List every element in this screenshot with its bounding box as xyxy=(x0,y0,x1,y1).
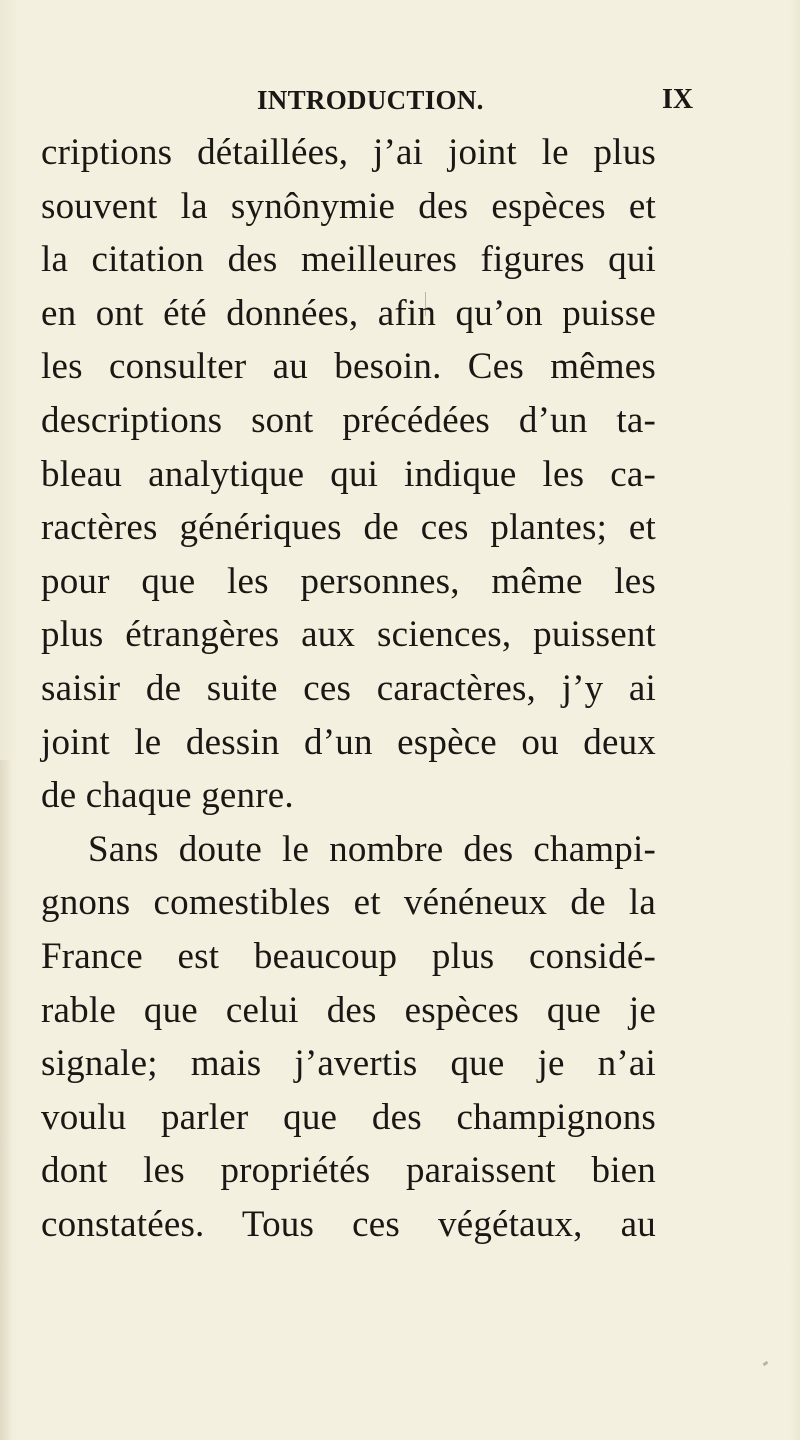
running-title: INTRODUCTION. xyxy=(257,85,484,115)
text-line: souvent la synônymie des espèces et xyxy=(41,185,656,227)
page-header xyxy=(257,82,694,118)
page-number: IX xyxy=(662,84,694,115)
text-line: rable que celui des espèces que je xyxy=(41,989,656,1031)
text-line: plus étrangères aux sciences, puissent xyxy=(41,614,656,656)
text-line: la citation des meilleures figures qui xyxy=(41,239,656,281)
text-line: les consulter au besoin. Ces mêmes xyxy=(41,346,656,388)
text-line: saisir de suite ces caractères, j’y ai xyxy=(41,667,656,709)
text-line: joint le dessin d’un espèce ou deux xyxy=(41,721,656,763)
text-line: voulu parler que des champignons xyxy=(41,1096,656,1138)
text-line: de chaque genre. xyxy=(41,775,294,817)
text-line: signale; mais j’avertis que je n’ai xyxy=(41,1043,656,1085)
paper-mark xyxy=(425,292,426,316)
text-line: criptions détaillées, j’ai joint le plus xyxy=(41,132,656,173)
body-text xyxy=(41,126,656,1251)
text-line: France est beaucoup plus considé- xyxy=(41,935,656,977)
text-line: gnons comestibles et vénéneux de la xyxy=(41,882,656,924)
text-line: bleau analytique qui indique les ca- xyxy=(41,453,656,495)
text-line: descriptions sont précédées d’un ta- xyxy=(41,399,656,441)
text-line: constatées. Tous ces végétaux, au xyxy=(41,1203,656,1245)
paragraph-start-line: Sans doute le nombre des champi- xyxy=(88,828,656,870)
text-line: dont les propriétés paraissent bien xyxy=(41,1150,656,1192)
text-line: en ont été données, afin qu’on puisse xyxy=(41,292,656,334)
page-edge-shadow xyxy=(0,760,12,1440)
paper-mark xyxy=(763,1361,769,1366)
text-line: ractères génériques de ces plantes; et xyxy=(41,507,656,549)
text-line: pour que les personnes, même les xyxy=(41,560,656,602)
